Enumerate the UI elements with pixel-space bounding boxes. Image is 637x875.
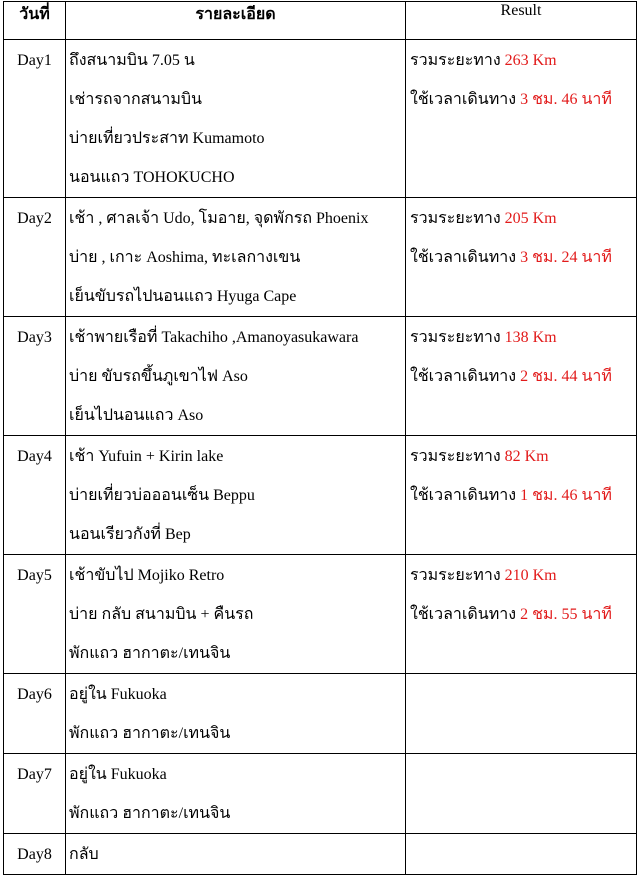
day-label-cell (4, 754, 66, 834)
day-label: Day1 (17, 52, 52, 69)
itinerary-table (3, 1, 637, 875)
distance-label: รวมระยะทาง (410, 448, 505, 465)
header-result: Result (406, 2, 637, 40)
time-line (410, 80, 636, 119)
time-label: ใช้เวลาเดินทาง (410, 249, 521, 266)
detail-line: บ่ายเที่ยวบ่อออนเซ็น Beppu (69, 487, 255, 504)
distance-line (410, 41, 636, 80)
detail-line: นอนแถว TOHOKUCHO (69, 169, 235, 186)
detail-cell (66, 674, 406, 754)
day-label-cell (4, 436, 66, 555)
day-row (4, 834, 637, 875)
day-row (4, 40, 637, 198)
distance-label: รวมระยะทาง (410, 210, 505, 227)
detail-cell (66, 198, 406, 317)
day-label: Day7 (17, 766, 52, 783)
detail-line: เย็นขับรถไปนอนแถว Hyuga Cape (69, 288, 297, 305)
detail-line: เย็นไปนอนแถว Aso (69, 407, 204, 424)
day-label: Day3 (17, 329, 52, 346)
detail-cell (66, 436, 406, 555)
time-label: ใช้เวลาเดินทาง (410, 606, 521, 623)
day-label: Day5 (17, 567, 52, 584)
detail-line: เช่ารถจากสนามบิน (69, 91, 202, 108)
day-label-cell (4, 198, 66, 317)
detail-line: กลับ (69, 846, 99, 863)
detail-cell (66, 834, 406, 875)
day-row (4, 555, 637, 674)
result-cell (406, 40, 637, 198)
day-label-cell (4, 317, 66, 436)
day-label: Day4 (17, 448, 52, 465)
time-label: ใช้เวลาเดินทาง (410, 91, 521, 108)
time-value: 2 ชม. 44 นาที (520, 368, 612, 385)
detail-line: พักแถว ฮากาตะ/เทนจิน (69, 725, 231, 742)
detail-line: ถึงสนามบิน 7.05 น (69, 52, 195, 69)
result-cell (406, 198, 637, 317)
header-row (4, 2, 637, 40)
distance-value: 210 Km (504, 567, 557, 584)
result-cell (406, 754, 637, 834)
distance-value: 138 Km (504, 329, 557, 346)
time-value: 3 ชม. 24 นาที (520, 249, 612, 266)
detail-line: บ่าย กลับ สนามบิน + คืนรถ (69, 606, 254, 623)
detail-line: พักแถว ฮากาตะ/เทนจิน (69, 645, 231, 662)
distance-line (410, 318, 636, 357)
day-label: Day8 (17, 846, 52, 863)
day-label-cell (4, 834, 66, 875)
day-label-cell (4, 40, 66, 198)
day-label: Day2 (17, 210, 52, 227)
time-line (410, 238, 636, 277)
detail-line: อยู่ใน Fukuoka (69, 766, 167, 783)
detail-line: บ่ายเที่ยวประสาท Kumamoto (69, 130, 265, 147)
day-row (4, 436, 637, 555)
detail-line: เช้า , ศาลเจ้า Udo, โมอาย, จุดพักรถ Phoenix (69, 210, 369, 227)
header-day: วันที่ (4, 2, 66, 40)
time-value: 3 ชม. 46 นาที (520, 91, 612, 108)
result-cell (406, 436, 637, 555)
header-detail: รายละเอียด (66, 2, 406, 40)
day-label-cell (4, 555, 66, 674)
detail-cell (66, 754, 406, 834)
distance-line (410, 556, 636, 595)
time-line (410, 476, 636, 515)
time-label: ใช้เวลาเดินทาง (410, 368, 521, 385)
time-value: 2 ชม. 55 นาที (520, 606, 612, 623)
distance-value: 205 Km (504, 210, 557, 227)
detail-line: นอนเรียวกังที่ Bep (69, 526, 191, 543)
detail-cell (66, 40, 406, 198)
detail-line: เช้าพายเรือที่ Takachiho ,Amanoyasukawara (69, 329, 359, 346)
time-line (410, 595, 636, 634)
distance-label: รวมระยะทาง (410, 567, 505, 584)
detail-line: เช้าขับไป Mojiko Retro (69, 567, 225, 584)
time-label: ใช้เวลาเดินทาง (410, 487, 521, 504)
detail-line: อยู่ใน Fukuoka (69, 686, 167, 703)
detail-line: บ่าย , เกาะ Aoshima, ทะเลกางเขน (69, 249, 301, 266)
time-value: 1 ชม. 46 นาที (520, 487, 612, 504)
result-cell (406, 674, 637, 754)
time-line (410, 357, 636, 396)
detail-line: เช้า Yufuin + Kirin lake (69, 448, 224, 465)
day-row (4, 674, 637, 754)
result-cell (406, 834, 637, 875)
distance-line (410, 199, 636, 238)
day-row (4, 317, 637, 436)
distance-label: รวมระยะทาง (410, 329, 505, 346)
detail-line: พักแถว ฮากาตะ/เทนจิน (69, 805, 231, 822)
day-row (4, 754, 637, 834)
distance-label: รวมระยะทาง (410, 52, 505, 69)
result-cell (406, 555, 637, 674)
day-row (4, 198, 637, 317)
distance-line (410, 437, 636, 476)
day-label: Day6 (17, 686, 52, 703)
day-label-cell (4, 674, 66, 754)
detail-line: บ่าย ขับรถขึ้นภูเขาไฟ Aso (69, 368, 248, 385)
distance-value: 82 Km (504, 448, 549, 465)
detail-cell (66, 555, 406, 674)
detail-cell (66, 317, 406, 436)
result-cell (406, 317, 637, 436)
distance-value: 263 Km (504, 52, 557, 69)
